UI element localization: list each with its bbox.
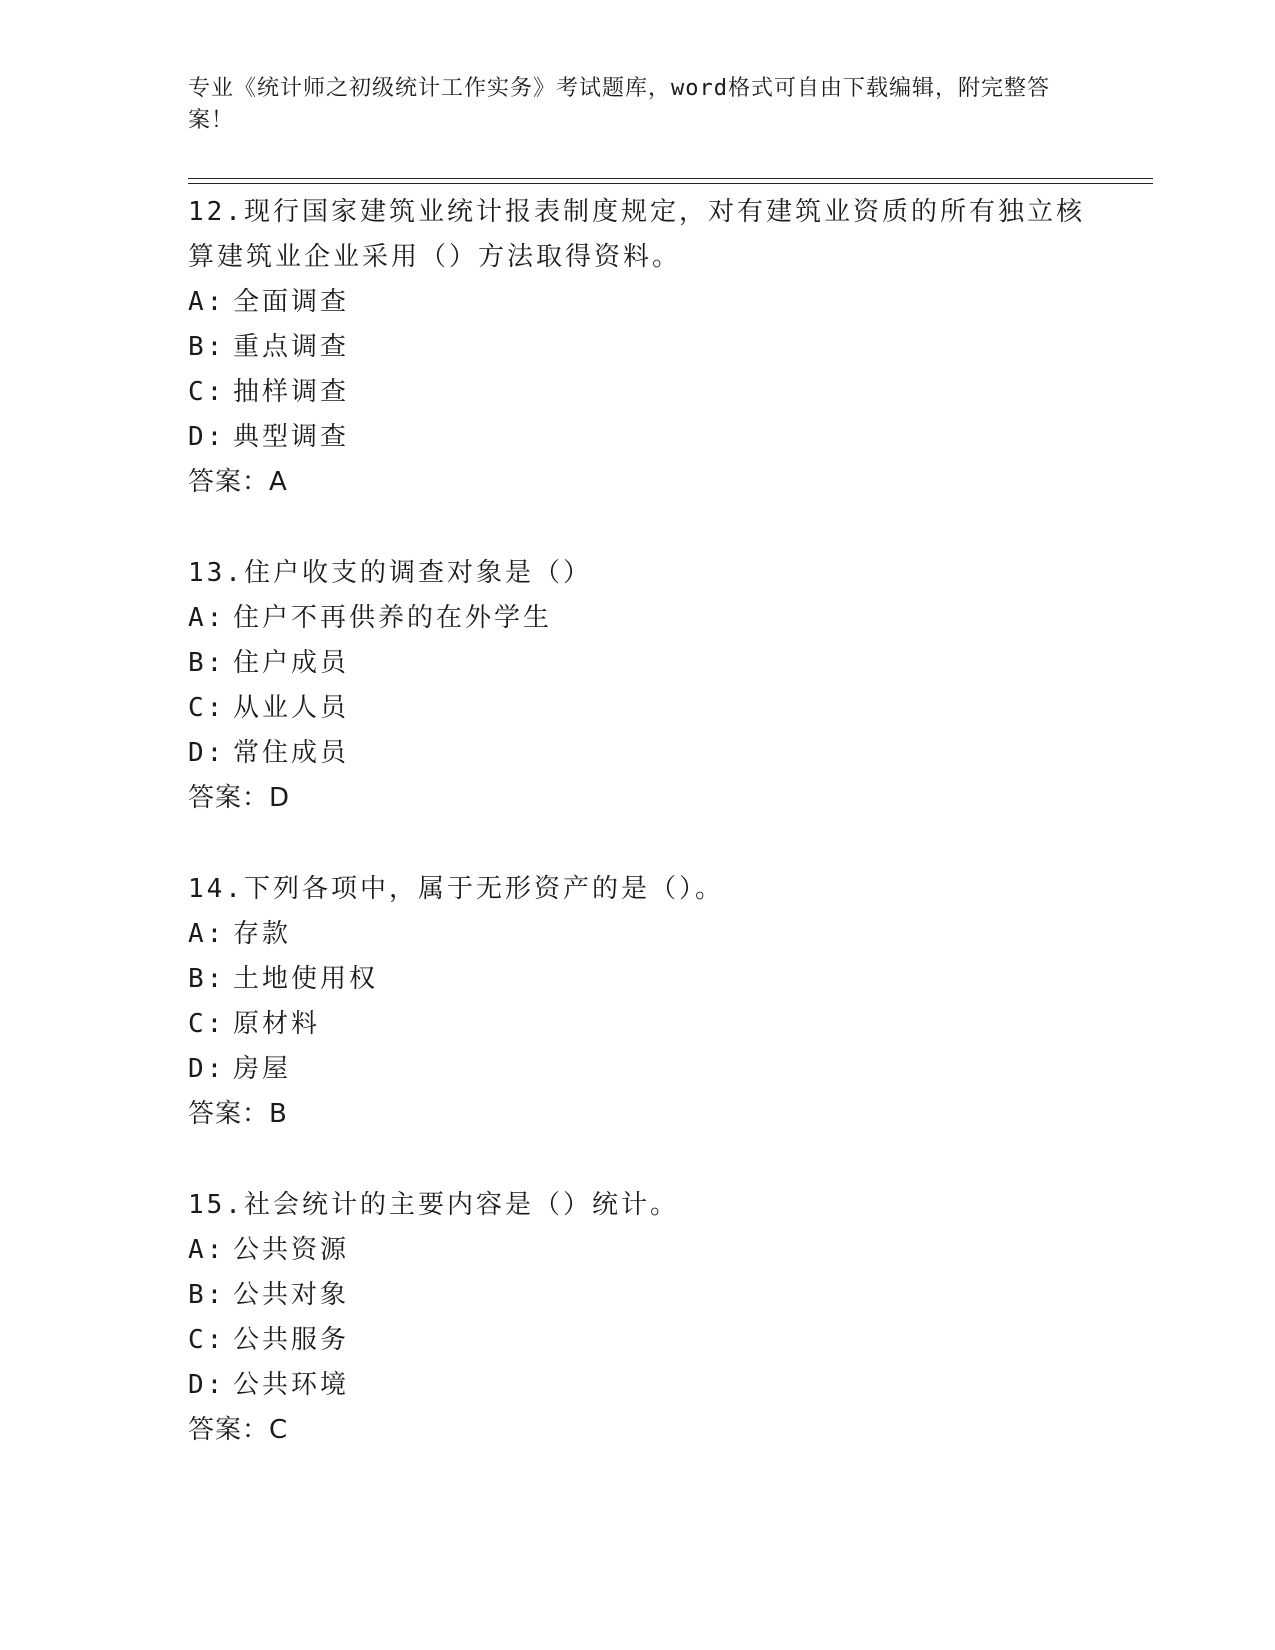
option-c	[188, 686, 1088, 731]
answer-line: 答案：A	[188, 467, 288, 497]
option-text: 公共环境	[233, 1370, 350, 1400]
option-text: 公共对象	[233, 1280, 350, 1310]
question-14	[188, 867, 1088, 1137]
option-b	[188, 325, 1088, 370]
option-letter: B:	[188, 1280, 226, 1310]
option-letter: C:	[188, 1325, 226, 1355]
option-letter: B:	[188, 332, 226, 362]
option-text: 从业人员	[233, 693, 350, 723]
option-text: 常住成员	[233, 738, 350, 768]
option-c	[188, 1002, 1088, 1047]
question-list	[188, 190, 1088, 1499]
document-intro: 专业《统计师之初级统计工作实务》考试题库，word格式可自由下载编辑，附完整答案！	[188, 76, 1050, 133]
option-text: 重点调查	[233, 332, 350, 362]
option-letter: A:	[188, 919, 226, 949]
option-a	[188, 912, 1088, 957]
question-12	[188, 190, 1088, 505]
option-letter: A:	[188, 603, 226, 633]
question-15	[188, 1183, 1088, 1453]
question-text: 12.现行国家建筑业统计报表制度规定，对有建筑业资质的所有独立核算建筑业企业采用（）方法取得资料。	[188, 197, 1085, 272]
option-d	[188, 415, 1088, 460]
option-text: 典型调查	[233, 422, 350, 452]
option-text: 全面调查	[233, 287, 350, 317]
option-letter: B:	[188, 964, 226, 994]
answer-line: 答案：C	[188, 1415, 289, 1445]
header-divider-top	[188, 178, 1153, 179]
option-text: 住户成员	[233, 648, 350, 678]
option-text: 土地使用权	[233, 964, 379, 994]
answer-line: 答案：B	[188, 1099, 288, 1129]
option-letter: D:	[188, 738, 226, 768]
option-letter: D:	[188, 1370, 226, 1400]
header-divider-bottom	[188, 183, 1153, 184]
question-text: 14.下列各项中，属于无形资产的是（）。	[188, 874, 724, 904]
option-b	[188, 641, 1088, 686]
option-text: 房屋	[233, 1054, 292, 1084]
option-letter: C:	[188, 693, 226, 723]
option-letter: C:	[188, 1009, 226, 1039]
option-c	[188, 1318, 1088, 1363]
option-b	[188, 957, 1088, 1002]
option-letter: C:	[188, 377, 226, 407]
option-text: 抽样调查	[233, 377, 350, 407]
option-letter: A:	[188, 287, 226, 317]
option-c	[188, 370, 1088, 415]
question-13	[188, 551, 1088, 821]
answer-line: 答案：D	[188, 783, 291, 813]
option-letter: D:	[188, 1054, 226, 1084]
question-text: 15.社会统计的主要内容是（）统计。	[188, 1190, 679, 1220]
option-letter: A:	[188, 1235, 226, 1265]
option-letter: D:	[188, 422, 226, 452]
option-text: 公共服务	[233, 1325, 350, 1355]
option-text: 住户不再供养的在外学生	[233, 603, 553, 633]
option-a	[188, 280, 1088, 325]
option-d	[188, 1047, 1088, 1092]
option-letter: B:	[188, 648, 226, 678]
option-d	[188, 1363, 1088, 1408]
option-d	[188, 731, 1088, 776]
question-text: 13.住户收支的调查对象是（）	[188, 558, 592, 588]
option-a	[188, 596, 1088, 641]
option-text: 存款	[233, 919, 292, 949]
option-text: 公共资源	[233, 1235, 350, 1265]
option-text: 原材料	[233, 1009, 321, 1039]
option-b	[188, 1273, 1088, 1318]
option-a	[188, 1228, 1088, 1273]
